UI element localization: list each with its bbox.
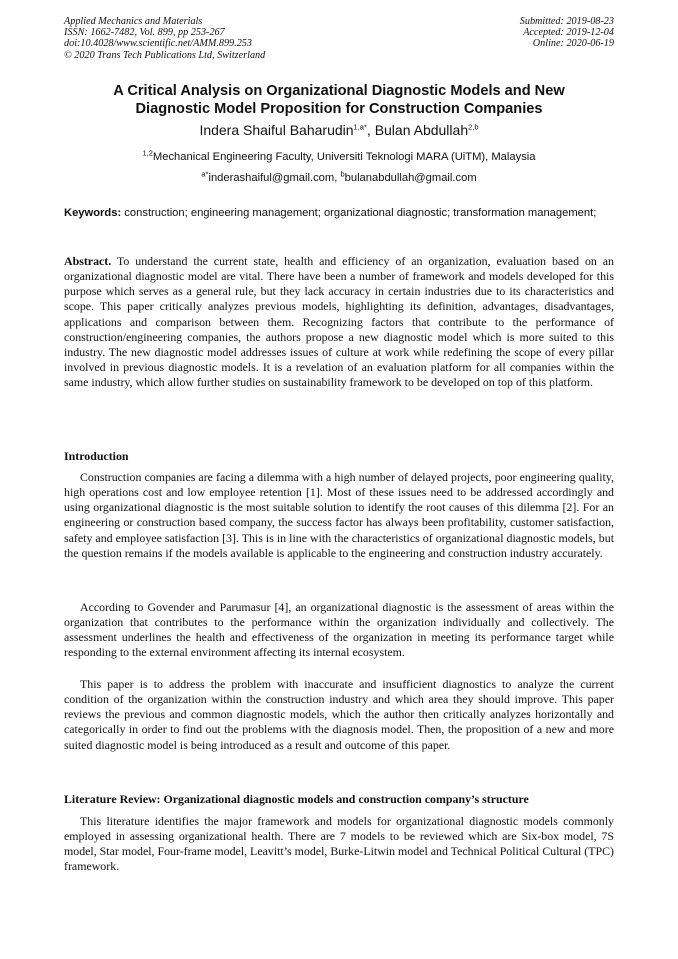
- literature-review-heading: Literature Review: Organizational diagnostic models and construction company’s structure: [64, 792, 529, 806]
- author-list: [60, 122, 618, 139]
- abstract-label: Abstract.: [64, 254, 112, 268]
- email-2[interactable]: bulanabdullah@gmail.com: [344, 172, 477, 184]
- keywords: [64, 206, 614, 221]
- email-1[interactable]: inderashaiful@gmail.com,: [208, 172, 341, 184]
- abstract-text: To understand the current state, health and efficiency of an organization, evaluation based on an organizational diagnostic model are vital. There have been a number of framework and models developed for this purpose which serves as a general rule, but they lack accuracy in certain industries due to its characteristics and scope. This paper critically analyzes previous models, highlighting its definition, advantages, disadvantages, applications and comparison between them. Recognizing factors that contribute to the performance of construction/engineering companies, the authors propose a new diagnostic model which is more suited to this industry. The new diagnostic model addresses issues of culture at work while redefining the scope of every pillar involved in previous diagnostic models. It is a revelation of an evaluation platform for all companies within the same industry, which allow further studies on sustainability framework to be developed on top of this platform.: [64, 254, 614, 390]
- literature-review-paragraph: This literature identifies the major framework and models for organizational diagnostic models commonly employed in assessing organizational health. There are 7 models to be reviewed which are Six-box model, 7S model, Star model, Four-frame model, Leavitt’s model, Burke-Litwin model and Technical Political Cultural (TPC) framework.: [64, 814, 614, 874]
- affiliation: [60, 150, 618, 164]
- author-separator: ,: [366, 122, 375, 138]
- author-1-marker: 1,a*: [353, 122, 367, 132]
- email-2-marker: b: [340, 169, 345, 179]
- date-accepted: Accepted: 2019-12-04: [523, 27, 614, 39]
- author-1: Indera Shaiful Baharudin: [199, 122, 354, 138]
- introduction-paragraph-2: According to Govender and Parumasur [4], an organizational diagnostic is the assessment of areas within the organization that contributes to the performance within the organization individually and collectively. The assessment underlines the health and effectiveness of the organization in meeting its performance target while responding to the external environment affecting its internal ecosystem.: [64, 600, 614, 660]
- author-emails: [60, 171, 618, 185]
- date-submitted: Submitted: 2019-08-23: [519, 16, 614, 27]
- email-1-marker: a*: [201, 169, 209, 179]
- date-online: Online: 2020-06-19: [532, 38, 614, 50]
- author-2-marker: 2,b: [468, 122, 479, 132]
- author-2: Bulan Abdullah: [374, 122, 469, 138]
- paper-title-line-2: Diagnostic Model Proposition for Construction Companies: [135, 100, 543, 117]
- journal-copyright: © 2020 Trans Tech Publications Ltd, Switzerland: [64, 49, 266, 61]
- introduction-heading: Introduction: [64, 449, 129, 463]
- keywords-label: Keywords:: [64, 207, 122, 219]
- keywords-text: construction; engineering management; organizational diagnostic; transformation management;: [121, 207, 597, 219]
- publication-dates: [520, 16, 614, 50]
- journal-issn: ISSN: 1662-7482, Vol. 899, pp 253-267: [64, 27, 225, 39]
- abstract: [64, 254, 614, 390]
- paper-title-line-1: A Critical Analysis on Organizational Diagnostic Models and New: [113, 83, 565, 99]
- journal-doi[interactable]: doi:10.4028/www.scientific.net/AMM.899.253: [64, 38, 252, 50]
- paper-title: [60, 83, 618, 118]
- journal-name: Applied Mechanics and Materials: [64, 16, 203, 27]
- introduction-paragraph-3: This paper is to address the problem with inaccurate and insufficient diagnostics to analyze the current condition of the organization within the construction industry and which area they should improve. This paper reviews the previous and common diagnostic models, which the author then critically analyzes horizontally and categorically in order to find out the problems with the diagnosis model. Then, the proposition of a new and more suited diagnostic model is being introduced as a result and outcome of this paper.: [64, 677, 614, 752]
- introduction-paragraph-1: Construction companies are facing a dilemma with a high number of delayed projects, poor engineering quality, high operations cost and low employee retention [1]. Most of these issues need to be addressed accordingly and using organizational diagnostic is the most suitable solution to identify the root causes of this dilemma [2]. For an engineering or construction based company, the success factor has always been profitability, customer satisfaction, safety and employee satisfaction [3]. This is in line with the characteristics of organizational diagnostic models, but the question remains if the models available is applicable to the engineering and construction industry accurately.: [64, 470, 614, 560]
- affiliation-text: Mechanical Engineering Faculty, Universiti Teknologi MARA (UiTM), Malaysia: [152, 151, 536, 163]
- journal-info: [64, 16, 265, 61]
- affiliation-marker: 1,2: [142, 148, 153, 158]
